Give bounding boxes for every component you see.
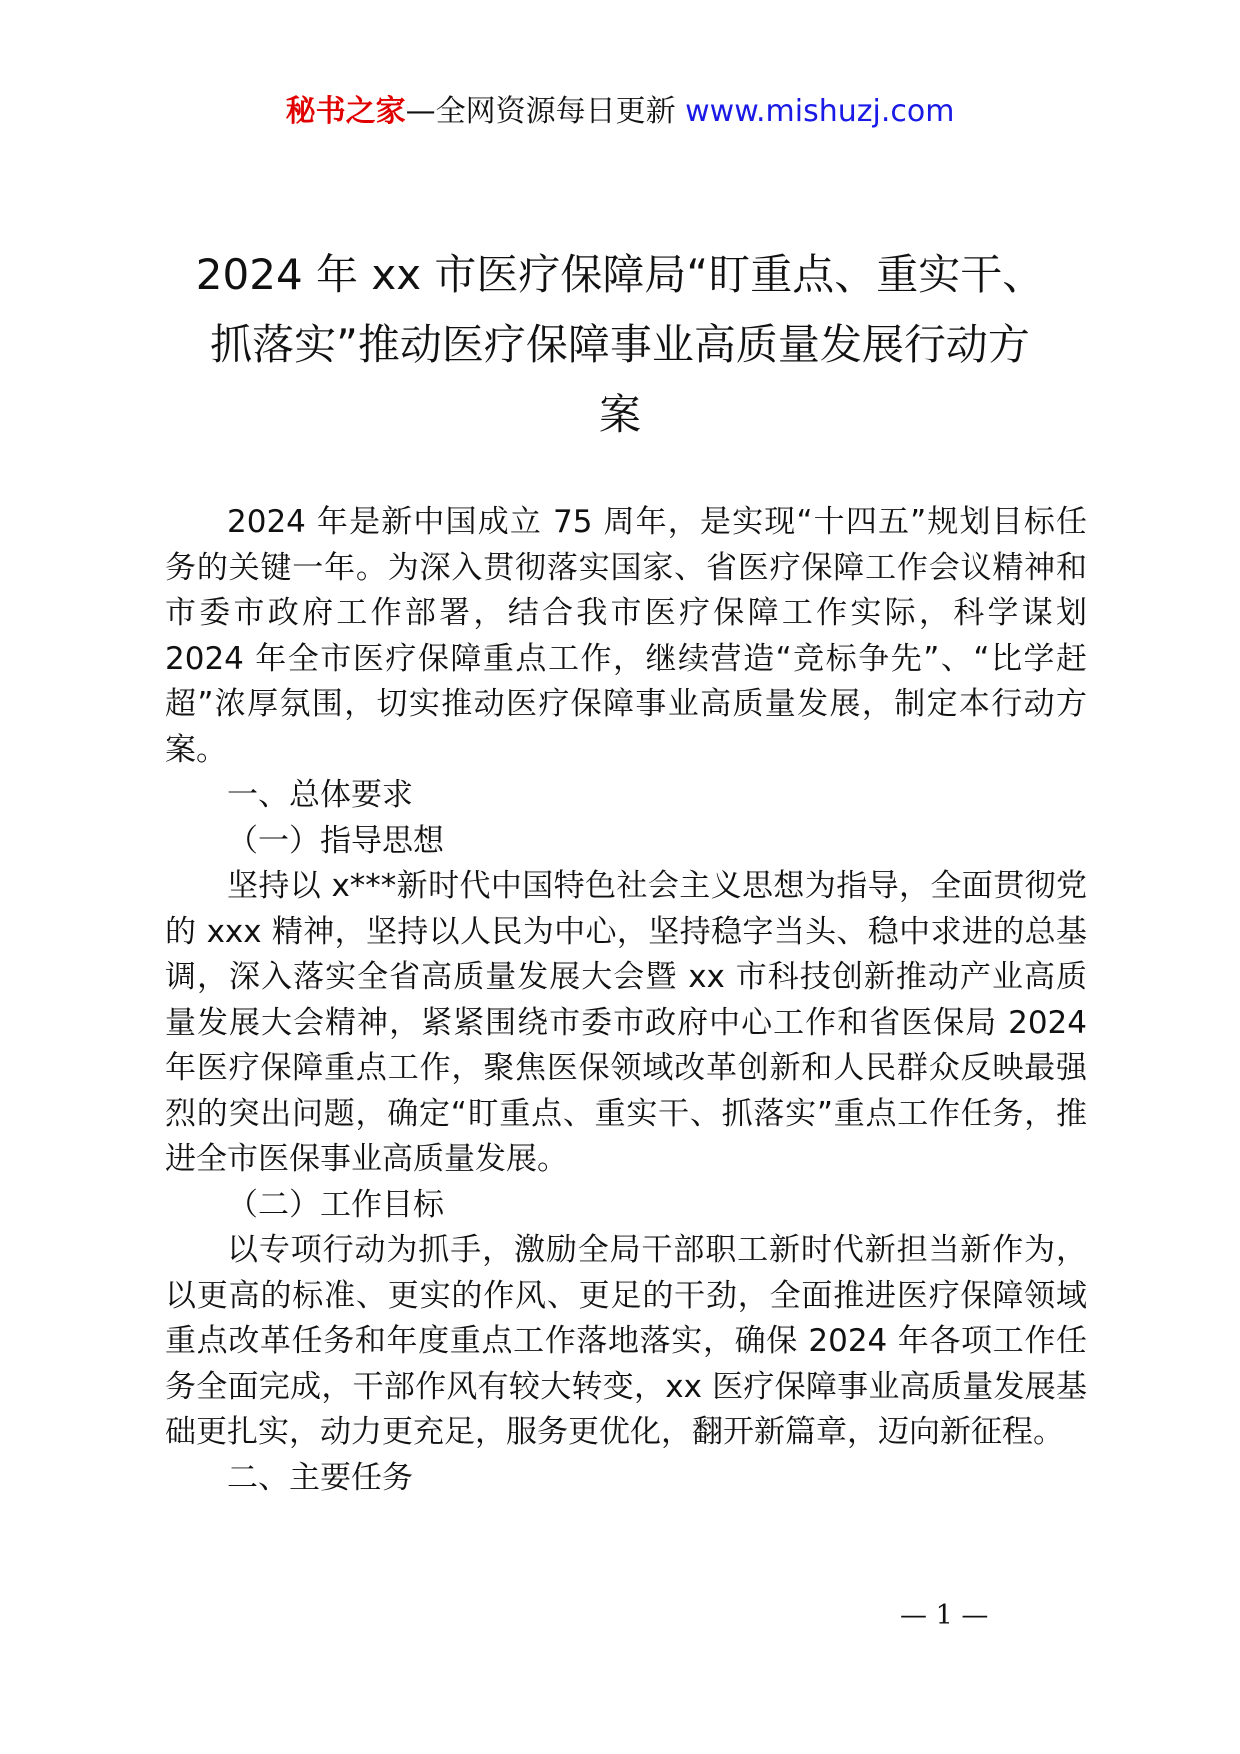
intro-paragraph: 2024 年是新中国成立 75 周年，是实现“十四五”规划目标任务的关键一年。为深入贯彻落实国家、省医疗保障工作会议精神和市委市政府工作部署，结合我市医疗保障工作实际，科学谋划 2024 年全市医疗保障重点工作，继续营造“竞标争先”、“比学赶超”浓厚氛围，切实推动医疗保障事业高质量发展，制定本行动方案。 [165, 504, 1087, 768]
site-header [0, 92, 1240, 132]
document-body [165, 500, 1087, 1501]
title-line-1: 2024 年 xx 市医疗保障局“盯重点、重实干、 [195, 250, 1045, 299]
work-goals-paragraph: 以专项行动为抓手，激励全局干部职工新时代新担当新作为，以更高的标准、更实的作风、更足的干劲，全面推进医疗保障领域重点改革任务和年度重点工作落地落实，确保 2024 年各项工作任务全面完成，干部作风有较大转变，xx 医疗保障事业高质量发展基础更扎实，动力更充足，服务更优化，翻开新篇章，迈向新征程。 [165, 1232, 1087, 1450]
page-number: — 1 — [900, 1600, 989, 1631]
document-title [160, 240, 1080, 450]
brand-name: 秘书之家 [285, 94, 406, 129]
guiding-thought-paragraph: 坚持以 x***新时代中国特色社会主义思想为指导，全面贯彻党的 xxx 精神，坚持以人民为中心，坚持稳字当头、稳中求进的总基调，深入落实全省高质量发展大会暨 xx 市科技创新推动产业高质量发展大会精神，紧紧围绕市委市政府中心工作和省医保局 2024 年医疗保障重点工作，聚焦医保领域改革创新和人民群众反映最强烈的突出问题，确定“盯重点、重实干、抓落实”重点工作任务，推进全市医保事业高质量发展。 [165, 868, 1087, 1177]
section-heading-main-tasks: 二、主要任务 [227, 1459, 413, 1496]
section-heading-general-requirements: 一、总体要求 [227, 777, 413, 813]
title-line-3: 案 [598, 390, 641, 439]
subsection-heading-guiding-thought: （一）指导思想 [227, 822, 444, 859]
title-line-2: 抓落实”推动医疗保障事业高质量发展行动方 [210, 320, 1030, 369]
header-tagline: —全网资源每日更新 [405, 94, 676, 129]
site-url-link[interactable]: www.mishuzj.com [685, 94, 955, 129]
subsection-heading-work-goals: （二）工作目标 [227, 1186, 444, 1223]
